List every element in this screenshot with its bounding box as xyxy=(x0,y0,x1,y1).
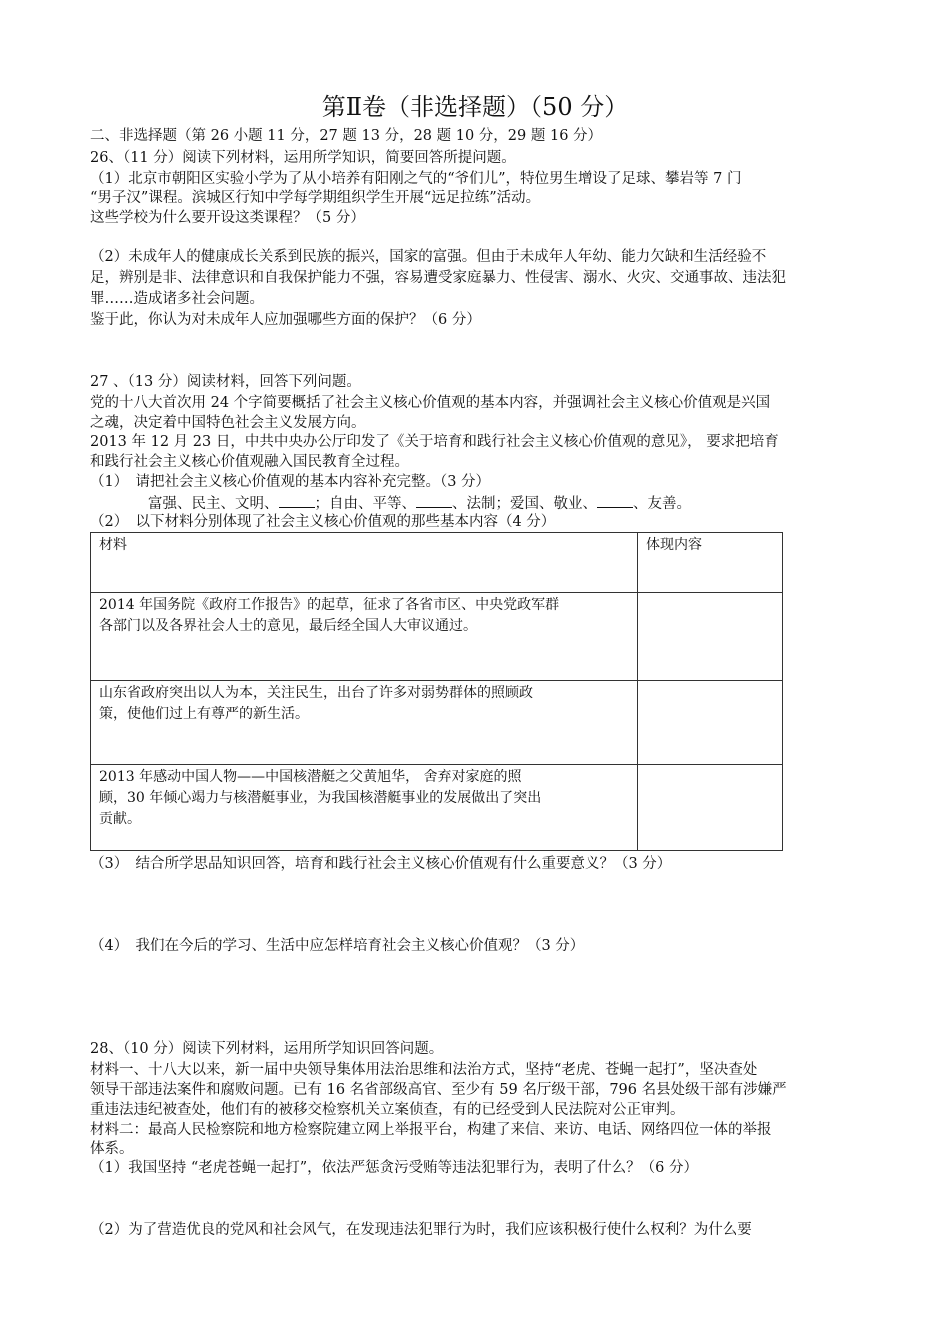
q27-material: 2013 年 12 月 23 日，中共中央办公厅印发了《关于培育和践行社会主义核心价值观的意见》， 要求把培育 xyxy=(90,434,779,450)
page-title: 第Ⅱ卷（非选择题）（50 分） xyxy=(321,93,629,121)
table-header-material: 材料 xyxy=(91,533,638,593)
values-table xyxy=(90,532,783,851)
q27-fill-in xyxy=(148,495,938,513)
table-row xyxy=(91,593,783,681)
q27-sub3: （3） 结合所学思品知识回答，培育和践行社会主义核心价值观有什么重要意义？（3 分） xyxy=(90,856,672,872)
table-cell-material xyxy=(91,681,638,765)
table-cell-answer[interactable] xyxy=(638,593,783,681)
q28-material1: 材料一、十八大以来，新一届中央领导集体用法治思维和法治方式，坚持“老虎、苍蝇一起打”，坚决查处 xyxy=(90,1062,758,1078)
q28-sub2: （2）为了营造优良的党风和社会风气，在发现违法犯罪行为时，我们应该积极行使什么权利？为什么要 xyxy=(90,1222,752,1238)
q26-part1-text: （1）北京市朝阳区实验小学为了从小培养有阳刚之气的“爷们儿”，特位男生增设了足球、攀岩等 7 门 xyxy=(90,171,742,187)
fill-text: 、友善。 xyxy=(633,496,691,512)
fill-text: 富强、民主、文明、 xyxy=(148,496,279,512)
q28-material1: 领导干部违法案件和腐败问题。已有 16 名省部级高官、至少有 59 名厅级干部，796 名县处级干部有涉嫌严 xyxy=(90,1082,787,1098)
cell-line: 贡献。 xyxy=(99,811,141,827)
q27-sub4: （4） 我们在今后的学习、生活中应怎样培育社会主义核心价值观？（3 分） xyxy=(90,938,585,954)
table-header-row xyxy=(91,533,783,593)
q26-part1-text: “男子汉”课程。滨城区行知中学每学期组织学生开展“远足拉练”活动。 xyxy=(90,190,541,206)
fill-text: 、法制；爱国、敬业、 xyxy=(452,496,597,512)
table-row xyxy=(91,681,783,765)
q27-sub1: （1） 请把社会主义核心价值观的基本内容补充完整。（3 分） xyxy=(90,474,491,490)
q26-part2-question: 鉴于此，你认为对未成年人应加强哪些方面的保护？（6 分） xyxy=(90,312,481,328)
table-header-content: 体现内容 xyxy=(638,533,783,593)
table-row xyxy=(91,765,783,851)
q28-material1: 重违法违纪被查处，他们有的被移交检察机关立案侦查，有的已经受到人民法院对公正审判。 xyxy=(90,1102,685,1118)
q27-material: 党的十八大首次用 24 个字简要概括了社会主义核心价值观的基本内容，并强调社会主义核心价值观是兴国 xyxy=(90,395,771,411)
cell-line: 山东省政府突出以人为本，关注民生，出台了许多对弱势群体的照顾政 xyxy=(99,685,533,701)
fill-text: ；自由、平等、 xyxy=(314,496,416,512)
q28-material2: 体系。 xyxy=(90,1141,134,1157)
q26-part2-text: （2）未成年人的健康成长关系到民族的振兴，国家的富强。但由于未成年人年幼、能力欠缺和生活经验不 xyxy=(90,249,767,265)
section-heading: 二、非选择题（第 26 小题 11 分，27 题 13 分，28 题 10 分，29 题 16 分） xyxy=(90,128,603,144)
answer-blank[interactable] xyxy=(279,495,315,508)
cell-line: 策，使他们过上有尊严的新生活。 xyxy=(99,706,309,722)
q26-part1-question: 这些学校为什么要开设这类课程？（5 分） xyxy=(90,210,365,226)
cell-line: 各部门以及各界社会人士的意见，最后经全国人大审议通过。 xyxy=(99,618,477,634)
answer-blank[interactable] xyxy=(416,495,452,508)
table-cell-material xyxy=(91,765,638,851)
q28-heading: 28、（10 分）阅读下列材料，运用所学知识回答问题。 xyxy=(90,1041,444,1057)
q27-sub2: （2） 以下材料分别体现了社会主义核心价值观的那些基本内容（4 分） xyxy=(90,514,556,530)
cell-line: 2013 年感动中国人物——中国核潜艇之父黄旭华， 舍弃对家庭的照 xyxy=(99,769,522,785)
q28-sub1: （1）我国坚持 “老虎苍蝇一起打”，依法严惩贪污受贿等违法犯罪行为，表明了什么？（6 分） xyxy=(90,1160,698,1176)
q26-part2-text: 足，辨别是非、法律意识和自我保护能力不强，容易遭受家庭暴力、性侵害、溺水、火灾、交通事故、违法犯 xyxy=(90,270,786,286)
q27-heading: 27 、（13 分）阅读材料，回答下列问题。 xyxy=(90,374,361,390)
table-cell-material xyxy=(91,593,638,681)
q27-material: 和践行社会主义核心价值观融入国民教育全过程。 xyxy=(90,454,409,470)
q27-material: 之魂，决定着中国特色社会主义发展方向。 xyxy=(90,415,366,431)
table-cell-answer[interactable] xyxy=(638,765,783,851)
table-cell-answer[interactable] xyxy=(638,681,783,765)
q28-material2: 材料二：最高人民检察院和地方检察院建立网上举报平台，构建了来信、来访、电话、网络四位一体的举报 xyxy=(90,1122,772,1138)
answer-blank[interactable] xyxy=(597,495,633,508)
q26-part2-text: 罪……造成诸多社会问题。 xyxy=(90,291,264,307)
q26-heading: 26、（11 分）阅读下列材料，运用所学知识，简要回答所提问题。 xyxy=(90,150,516,166)
cell-line: 2014 年国务院《政府工作报告》的起草，征求了各省市区、中央党政军群 xyxy=(99,597,560,613)
cell-line: 顾，30 年倾心竭力与核潜艇事业，为我国核潜艇事业的发展做出了突出 xyxy=(99,790,542,806)
